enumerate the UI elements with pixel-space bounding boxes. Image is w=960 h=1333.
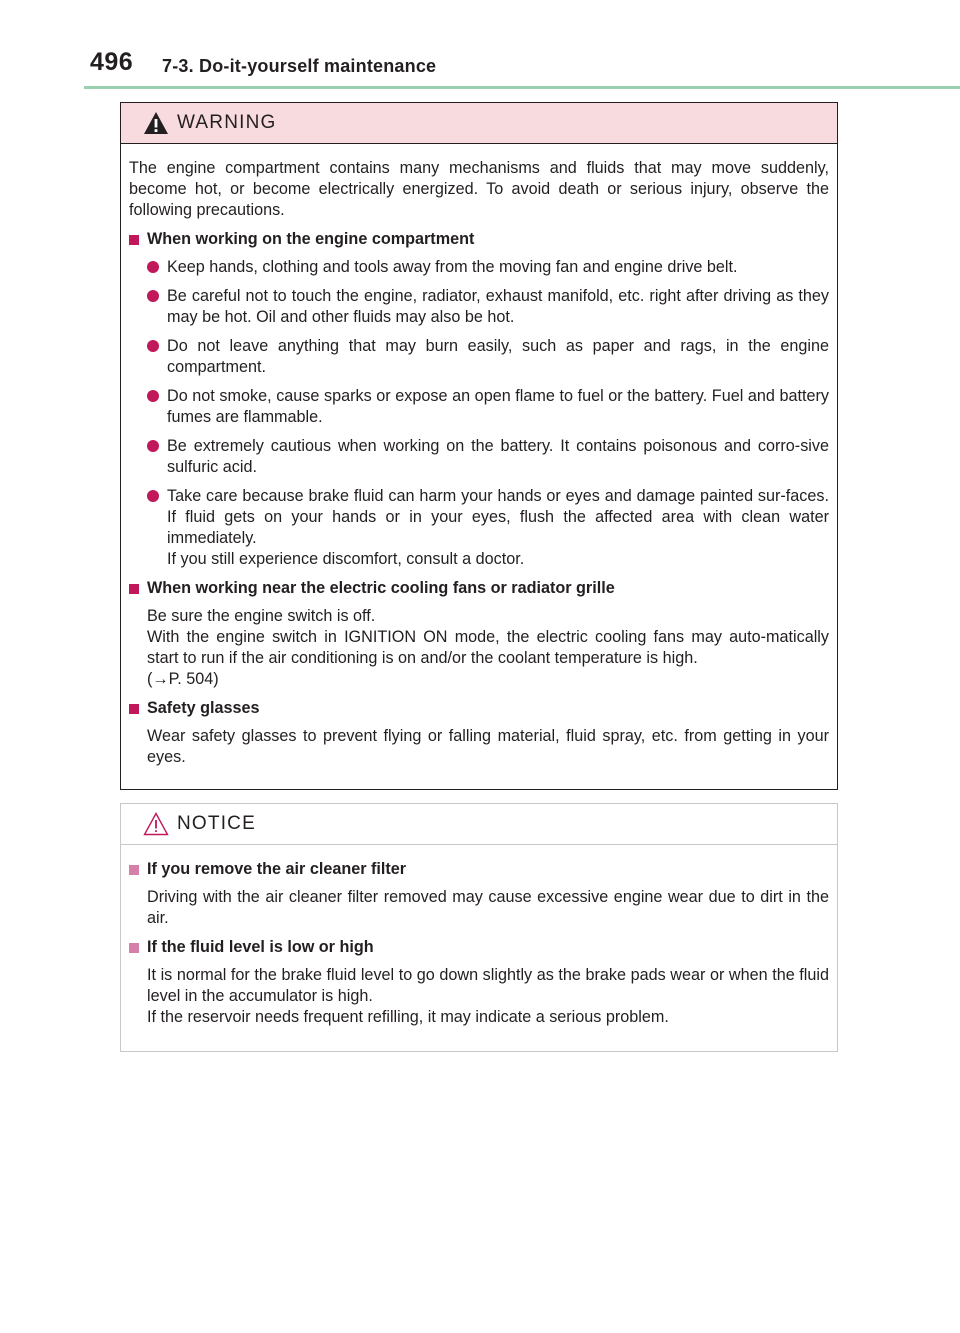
paragraph-line: Be sure the engine switch is off.: [147, 607, 376, 625]
list-item: [129, 336, 829, 378]
notice-title: NOTICE: [177, 813, 256, 834]
paragraph-line: With the engine switch in IGNITION ON mode, the electric cooling fans may auto-matically start to run if the air conditioning is on and/or the coolant temperature is high.: [147, 628, 829, 667]
warning-section2-text: [129, 606, 829, 690]
list-item-text: Be extremely cautious when working on the battery. It contains poisonous and corro-sive sulfuric acid.: [167, 437, 829, 476]
round-bullet-icon: [147, 340, 159, 352]
section-title: 7-3. Do-it-yourself maintenance: [162, 56, 437, 76]
warning-section3-heading: Safety glasses: [147, 699, 260, 717]
notice-section-heading: [129, 937, 829, 958]
list-item: [129, 286, 829, 328]
warning-section2-heading: When working near the electric cooling fans or radiator grille: [147, 579, 615, 597]
page-number: 496: [90, 48, 134, 76]
warning-title: WARNING: [177, 112, 277, 133]
caution-triangle-icon: [143, 812, 169, 836]
square-bullet-icon: [129, 584, 139, 594]
warning-header: [121, 103, 837, 144]
warning-section3-text: Wear safety glasses to prevent flying or falling material, fluid spray, etc. from getting in your eyes.: [147, 727, 829, 766]
page-reference: (→P. 504): [147, 670, 219, 688]
notice-section2-heading: If the fluid level is low or high: [147, 938, 374, 956]
warning-section-heading: [129, 698, 829, 719]
list-item: [129, 257, 829, 278]
page-header: [0, 0, 960, 92]
list-item: [129, 386, 829, 428]
round-bullet-icon: [147, 440, 159, 452]
warning-box: [120, 102, 838, 790]
list-item: [129, 436, 829, 478]
header-rule: [84, 86, 960, 89]
notice-section2-text: [129, 965, 829, 1028]
round-bullet-icon: [147, 490, 159, 502]
square-bullet-icon: [129, 943, 139, 953]
warning-triangle-icon: [143, 111, 169, 135]
round-bullet-icon: [147, 261, 159, 273]
list-item-text: Be careful not to touch the engine, radiator, exhaust manifold, etc. right after driving as they may be hot. Oil and other fluids may also be hot.: [167, 287, 829, 326]
warning-section1-heading: When working on the engine compartment: [147, 230, 475, 248]
round-bullet-icon: [147, 290, 159, 302]
notice-section1-text: Driving with the air cleaner filter removed may cause excessive engine wear due to dirt in the air.: [147, 888, 829, 927]
list-item: [129, 486, 829, 570]
notice-box: [120, 803, 838, 1052]
square-bullet-icon: [129, 235, 139, 245]
warning-section-heading: [129, 229, 829, 250]
paragraph-line: If the reservoir needs frequent refilling, it may indicate a serious problem.: [147, 1008, 669, 1026]
list-item-text: Take care because brake fluid can harm your hands or eyes and damage painted sur-faces. If fluid gets on your hands or in your eyes, flush the affected area with clean water immediately.: [167, 487, 829, 547]
list-item-text: Keep hands, clothing and tools away from the moving fan and engine drive belt.: [167, 258, 738, 276]
square-bullet-icon: [129, 704, 139, 714]
square-bullet-icon: [129, 865, 139, 875]
notice-section1-heading: If you remove the air cleaner filter: [147, 860, 407, 878]
warning-body: [121, 144, 837, 768]
list-item-text: Do not smoke, cause sparks or expose an open flame to fuel or the battery. Fuel and battery fumes are flammable.: [167, 387, 829, 426]
warning-section-heading: [129, 578, 829, 599]
notice-body: [121, 845, 837, 1028]
list-item-extra: If you still experience discomfort, consult a doctor.: [167, 550, 525, 568]
paragraph-line: It is normal for the brake fluid level to go down slightly as the brake pads wear or when the fluid level in the accumulator is high.: [147, 966, 829, 1005]
round-bullet-icon: [147, 390, 159, 402]
notice-header: [121, 804, 837, 845]
list-item-text: Do not leave anything that may burn easily, such as paper and rags, in the engine compartment.: [167, 337, 829, 376]
warning-intro: The engine compartment contains many mechanisms and fluids that may move suddenly, become hot, or become electrically energized. To avoid death or serious injury, observe the following precautions.: [129, 159, 829, 219]
notice-section-heading: [129, 859, 829, 880]
